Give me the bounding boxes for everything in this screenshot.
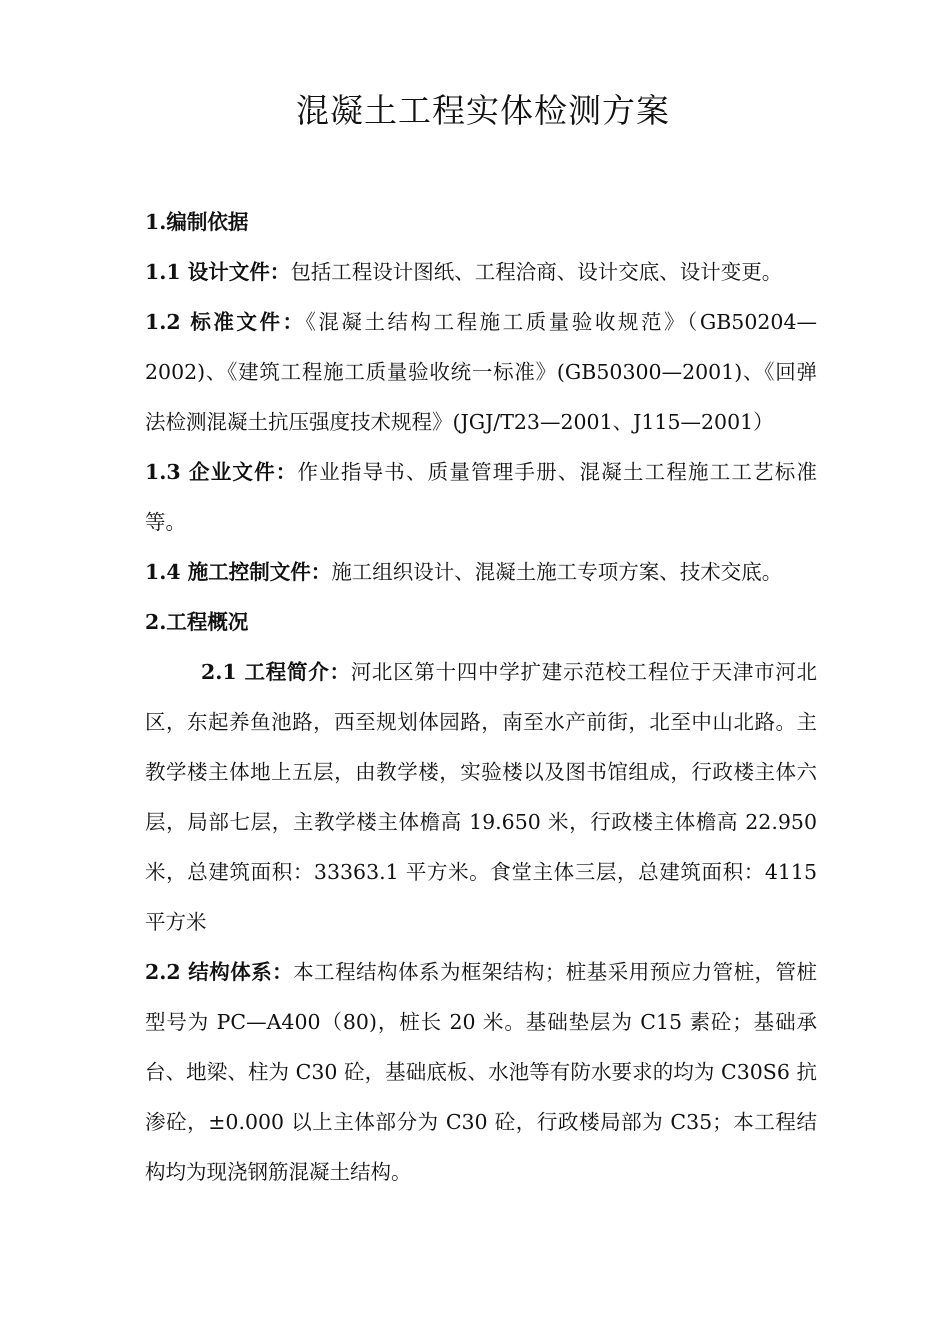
paragraph-label: 1.1 设计文件： (145, 260, 291, 284)
paragraph-text: 本工程结构体系为框架结构；桩基采用预应力管桩，管桩型号为 PC—A400（80)，桩长 20 米。基础垫层为 C15 素砼；基础承台、地梁、柱为 C30 砼，基础底板、水池等有防水要求的均为 C30S6 抗渗砼，±0.000 以上主体部分为 C30 砼，行政楼局部为 C35；本工程结构均为现浇钢筋混凝土结构。 (145, 960, 817, 1184)
paragraph-1-1 (145, 247, 817, 297)
section-heading-1: 1.编制依据 (145, 210, 249, 234)
paragraph-text: 施工组织设计、混凝土施工专项方案、技术交底。 (331, 560, 783, 584)
paragraph-2-2 (145, 947, 817, 1197)
section-heading-2: 2.工程概况 (145, 610, 249, 634)
document-body (145, 197, 817, 1197)
paragraph-label: 1.2 标准文件： (145, 310, 306, 334)
paragraph-1-4 (145, 547, 817, 597)
paragraph-label: 2.2 结构体系： (145, 960, 294, 984)
paragraph-label: 1.4 施工控制文件： (145, 560, 332, 584)
paragraph-label: 2.1 工程简介： (201, 660, 351, 684)
paragraph-1-2 (145, 297, 817, 447)
paragraph-1-3 (145, 447, 817, 547)
paragraph-text: 《混凝土结构工程施工质量验收规范》（GB50204—2002)、《建筑工程施工质量验收统一标准》(GB50300—2001)、《回弹法检测混凝土抗压强度技术规程》(JGJ/T23—2001、J115—2001） (145, 310, 817, 434)
paragraph-text: 作业指导书、质量管理手册、混凝土工程施工工艺标准等。 (145, 460, 817, 534)
paragraph-2-1 (145, 647, 817, 947)
paragraph-text: 包括工程设计图纸、工程洽商、设计交底、设计变更。 (290, 260, 783, 284)
paragraph-text: 河北区第十四中学扩建示范校工程位于天津市河北区，东起养鱼池路，西至规划体园路，南至水产前街，北至中山北路。主教学楼主体地上五层，由教学楼，实验楼以及图书馆组成，行政楼主体六层，局部七层，主教学楼主体檐高 19.650 米，行政楼主体檐高 22.950 米，总建筑面积：33363.1 平方米。食堂主体三层，总建筑面积：4115 平方米 (145, 660, 817, 934)
document-title: 混凝土工程实体检测方案 (296, 91, 670, 130)
paragraph-label: 1.3 企业文件： (145, 460, 298, 484)
